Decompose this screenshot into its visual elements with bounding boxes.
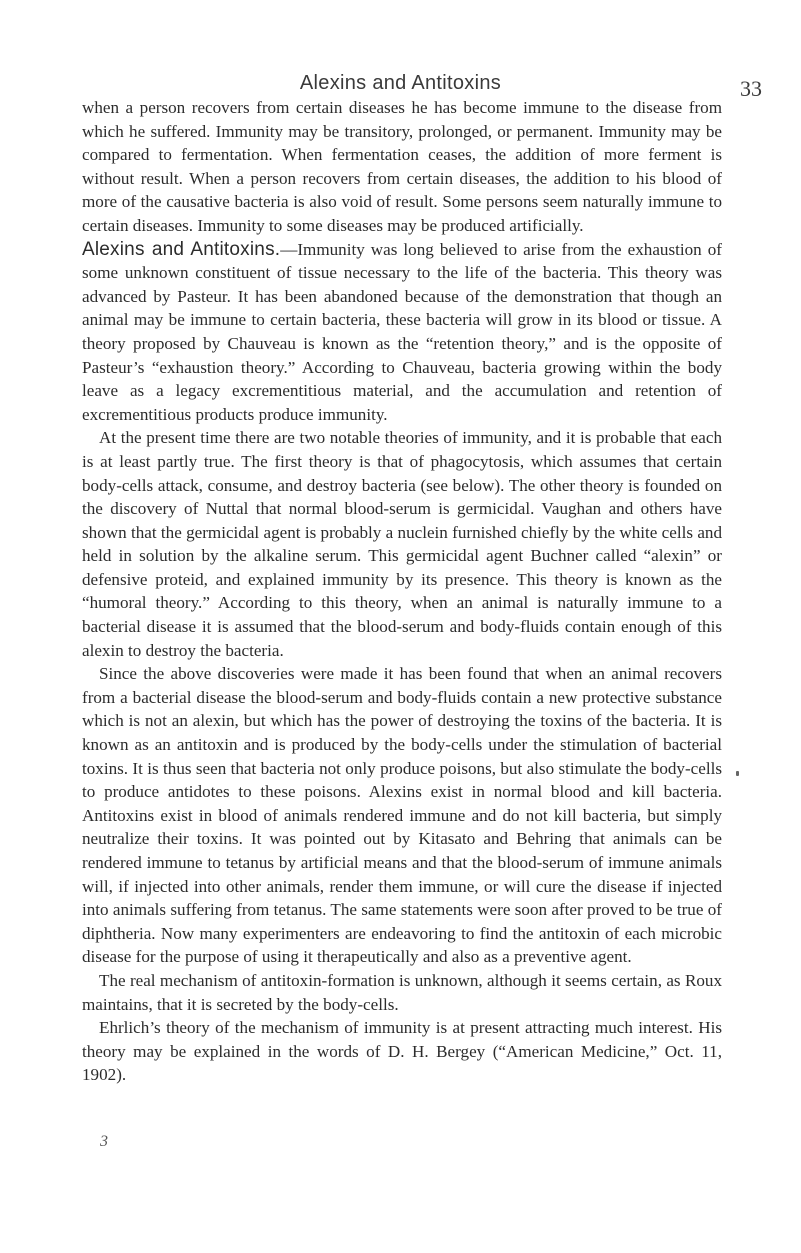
paragraph-text: The real mechanism of antitoxin-formation is unknown, although it seems certain, as Roux maintains, that it is secreted by the body-cells. [82, 970, 722, 1014]
paragraph-text: Ehrlich’s theory of the mechanism of immunity is at present attracting much interest. His theory may be explained in the words of D. H. Bergey (“American Medicine,” Oct. 11, 1902). [82, 1018, 722, 1085]
paragraph [82, 238, 722, 427]
margin-mark [736, 771, 739, 776]
paragraph [82, 662, 722, 969]
paragraph-text: At the present time there are two notable theories of immunity, and it is probable that each is at least partly true. The first theory is that of phagocytosis, which assumes that certain body-cells attack, consume, and destroy bacteria (see below). The other theory is founded on the discovery of Nuttal that normal blood-serum is germicidal. Vaughan and others have shown that the germicidal agent is probably a nuclein furnished chiefly by the white cells and held in solution by the alkaline serum. This germicidal agent Buchner called “alexin” or defensive proteid, and explained immunity by its presence. This theory is known as the “humoral theory.” According to this theory, when an animal is naturally immune to a bacterial disease it is assumed that the blood-serum and body-fluids contain enough of this alexin to destroy the bacteria. [82, 428, 722, 660]
signature-mark: 3 [100, 1133, 108, 1150]
paragraph [82, 96, 722, 238]
body-text [82, 96, 722, 1087]
paragraph [82, 426, 722, 662]
paragraph-text: Since the above discoveries were made it has been found that when an animal recovers from a bacterial disease the blood-serum and body-fluids contain a new protective substance which is not an alexin, but which has the power of destroying the toxins of the bacteria. It is known as an antitoxin and is produced by the body-cells under the stimulation of bacterial toxins. It is thus seen that bacteria not only produce poisons, but also stimulate the body-cells to produce antidotes to these poisons. Alexins exist in normal blood and kill bacteria. Antitoxins exist in blood of animals rendered immune and do not kill bacteria, but simply neutralize their toxins. It was pointed out by Kitasato and Behring that animals can be rendered immune to tetanus by artificial means and that the blood-serum of immune animals will, if injected into other animals, render them immune, or will cure the disease if injected into animals suffering from tetanus. The same statements were soon after proved to be true of diphtheria. Now many experimenters are endeavoring to find the antitoxin of each microbic disease for the purpose of using it therapeutically and also as a preventive agent. [82, 664, 722, 967]
page-number: 33 [740, 76, 762, 101]
paragraph [82, 1016, 722, 1087]
paragraph-text: when a person recovers from certain diseases he has become immune to the disease from which he suffered. Immunity may be transitory, prolonged, or permanent. Immunity may be compared to fermentation. When fermentation ceases, the addition of more ferment is without result. When a person recovers from certain diseases, the addition to his blood of more of the causative bacteria is also void of result. Some persons seem naturally immune to certain diseases. Immunity to some diseases may be produced artificially. [82, 98, 722, 235]
running-title: Alexins and Antitoxins [299, 72, 502, 94]
paragraph [82, 969, 722, 1016]
section-heading: Alexins and Antitoxins. [82, 238, 281, 260]
paragraph-text: —Immunity was long believed to arise from the exhaustion of some unknown constituent of tissue necessary to the life of the bacteria. This theory was advanced by Pasteur. It has been abandoned because of the demonstration that though an animal may be immune to certain bacteria, these bacteria will grow in its blood or tissue. A theory proposed by Chauveau is known as the “retention theory,” and is the opposite of Pasteur’s “exhaustion theory.” According to Chauveau, bacteria growing within the body leave as a legacy excrementitious material, and the accumulation and retention of excrementitious products produce immunity. [82, 239, 722, 424]
